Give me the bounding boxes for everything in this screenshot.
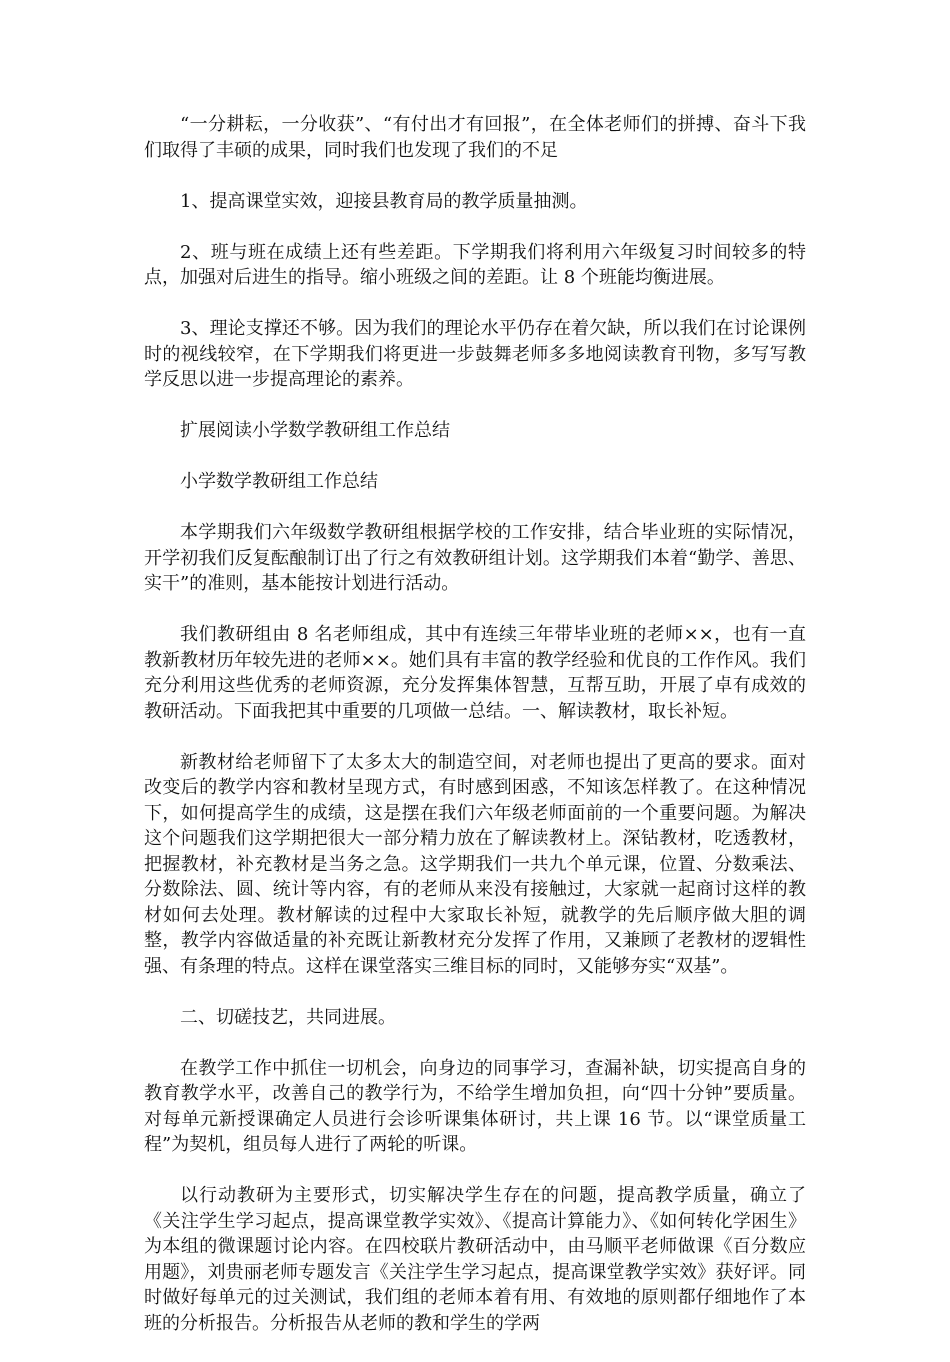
section-heading-two: 二、切磋技艺，共同进展。 [180,1006,396,1028]
paragraph-item-3: 3、理论支撑还不够。因为我们的理论水平仍存在着欠缺，所以我们在讨论课例时的视线较窄，在下学期我们将更进一步鼓舞老师多多地阅读教育刊物，多写写教学反思以进一步提高理论的素养。 [144,318,806,390]
paragraph-team-composition: 我们教研组由 8 名老师组成，其中有连续三年带毕业班的老师××，也有一直教新教材历年较先进的老师××。她们具有丰富的教学经验和优良的工作作风。我们充分利用这些优秀的老师资源，充分发挥集体智慧，互帮互助，开展了卓有成效的教研活动。下面我把其中重要的几项做一总结。一、解读教材，取长补短。 [144,624,806,722]
paragraph-item-1: 1、提高课堂实效，迎接县教育局的教学质量抽测。 [180,190,588,212]
paragraph-action-research: 以行动教研为主要形式，切实解决学生存在的问题，提高教学质量，确立了《关注学生学习起点，提高课堂教学实效》、《提高计算能力》、《如何转化学困生》为本组的微课题讨论内容。在四校联片教研活动中，由马顺平老师做课《百分数应用题》，刘贵丽老师专题发言《关注学生学习起点，提高课堂教学实效》获好评。同时做好每单元的过关测试，我们组的老师本着有用、有效地的原则都仔细地作了本班的分析报告。分析报告从老师的教和学生的学两 [144,1185,806,1334]
paragraph-semester-overview: 本学期我们六年级数学教研组根据学校的工作安排，结合毕业班的实际情况，开学初我们反复酝酿制订出了行之有效教研组计划。这学期我们本着“勤学、善思、实干”的准则，基本能按计划进行活动。 [144,522,806,594]
paragraph-peer-learning: 在教学工作中抓住一切机会，向身边的同事学习，查漏补缺，切实提高自身的教育教学水平，改善自己的教学行为，不给学生增加负担，向“四十分钟”要质量。对每单元新授课确定人员进行会诊听课集体研讨，共上课 16 节。以“课堂质量工程”为契机，组员每人进行了两轮的听课。 [144,1057,806,1155]
summary-title: 小学数学教研组工作总结 [180,471,378,492]
paragraph-new-textbook: 新教材给老师留下了太多太大的制造空间，对老师也提出了更高的要求。面对改变后的教学内容和教材呈现方式，有时感到困惑，不知该怎样教了。在这种情况下，如何提高学生的成绩，这是摆在我们六年级老师面前的一个重要问题。为解决这个问题我们这学期把很大一部分精力放在了解读教材上。深钻教材，吃透教材，把握教材，补充教材是当务之急。这学期我们一共九个单元课，位置、分数乘法、分数除法、圆、统计等内容，有的老师从来没有接触过，大家就一起商讨这样的教材如何去处理。教材解读的过程中大家取长补短，就教学的先后顺序做大胆的调整，教学内容做适量的补充既让新教材充分发挥了作用，又兼顾了老教材的逻辑性强、有条理的特点。这样在课堂落实三维目标的同时，又能够夯实“双基”。 [144,751,806,977]
document-body [144,112,806,1362]
extended-reading-heading: 扩展阅读小学数学教研组工作总结 [180,420,450,441]
paragraph-intro: “一分耕耘，一分收获”、“有付出才有回报”，在全体老师们的拼搏、奋斗下我们取得了丰硕的成果，同时我们也发现了我们的不足 [144,114,806,161]
paragraph-item-2: 2、班与班在成绩上还有些差距。下学期我们将利用六年级复习时间较多的特点，加强对后进生的指导。缩小班级之间的差距。让 8 个班能均衡进展。 [144,241,806,288]
